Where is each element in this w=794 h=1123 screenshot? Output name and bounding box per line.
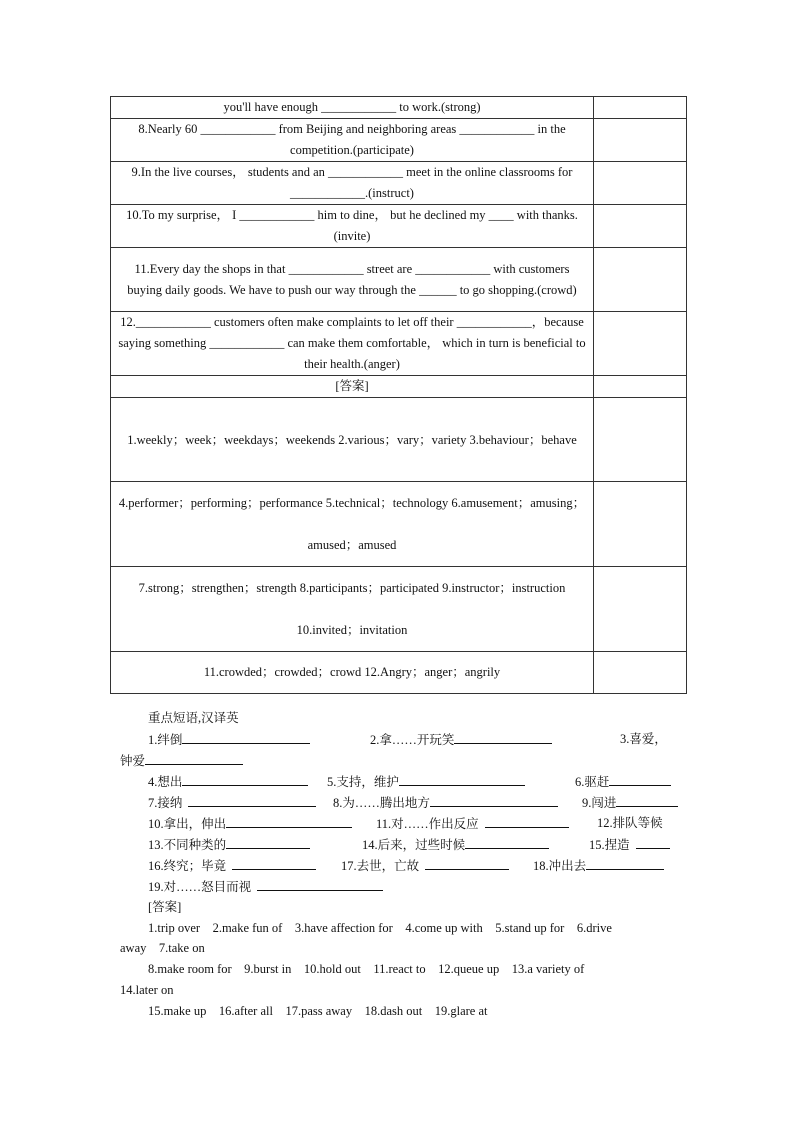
blank-cell	[594, 398, 687, 482]
table-row	[111, 205, 687, 248]
answer-cell: 7.strong；strengthen；strength 8.participants；participated 9.instructor；instruction 10.invited；invitation	[111, 567, 594, 652]
question-cell: 11.Every day the shops in that ____________ street are ____________ with customers buying daily goods. We have to push our way through the ______ to go shopping.(crowd)	[111, 248, 594, 312]
table-row	[111, 312, 687, 376]
phrase-item: 4.想出	[148, 771, 308, 792]
table-row	[111, 162, 687, 205]
phrase-item: 15.捏造	[589, 834, 670, 855]
section-title: 重点短语,汉译英	[148, 711, 239, 725]
question-cell: 9.In the live courses， students and an ____________ meet in the online classrooms for ____________.(instruct)	[111, 162, 594, 205]
phrase-item: 16.终究；毕竟	[148, 855, 316, 876]
answer-blank	[232, 855, 316, 870]
phrase-item: 1.绊倒	[148, 729, 310, 750]
question-cell: you'll have enough ____________ to work.(strong)	[111, 97, 594, 119]
answer-blank	[425, 855, 509, 870]
question-cell: 10.To my surprise， I ____________ him to dine， but he declined my ____ with thanks.(invite)	[111, 205, 594, 248]
answer-blank	[226, 813, 352, 828]
blank-cell	[594, 652, 687, 694]
phrase-item: 7.接纳	[148, 792, 316, 813]
answer-blank	[609, 771, 671, 786]
blank-cell	[594, 482, 687, 567]
phrase-item: 14.后来，过些时候	[362, 834, 549, 855]
answer-line: 1.trip over 2.make fun of 3.have affection for 4.come up with 5.stand up for 6.drive	[148, 921, 612, 935]
answer-cell: 4.performer；performing；performance 5.technical；technology 6.amusement；amusing；amused；amused	[111, 482, 594, 567]
answer-cell: 1.weekly；week；weekdays；weekends 2.various；vary；variety 3.behaviour；behave	[111, 398, 594, 482]
answer-line: away 7.take on	[120, 941, 205, 955]
answer-header-cell: [答案]	[111, 376, 594, 398]
answer-blank	[182, 729, 310, 744]
table-row	[111, 376, 687, 398]
table-row	[111, 567, 687, 652]
blank-cell	[594, 312, 687, 376]
table-row	[111, 97, 687, 119]
answer-blank	[430, 792, 558, 807]
answer-line: 14.later on	[120, 983, 174, 997]
phrase-item: 10.拿出，伸出	[148, 813, 352, 834]
exercise-table	[110, 96, 687, 694]
table-row	[111, 119, 687, 162]
answer-blank	[465, 834, 549, 849]
phrase-item: 19.对……怒目而视	[148, 876, 383, 897]
answer-cell: 11.crowded；crowded；crowd 12.Angry；anger；angrily	[111, 652, 594, 694]
phrase-item: 6.驱赶	[575, 771, 671, 792]
blank-cell	[594, 248, 687, 312]
phrase-item: 11.对……作出反应	[376, 813, 569, 834]
answer-blank	[636, 834, 670, 849]
answer-header: [答案]	[148, 900, 182, 914]
phrase-item: 8.为……腾出地方	[333, 792, 558, 813]
blank-cell	[594, 119, 687, 162]
answer-blank	[399, 771, 525, 786]
answer-blank	[586, 855, 664, 870]
table-row	[111, 482, 687, 567]
question-cell: 12.____________ customers often make complaints to let off their ____________，because saying something ____________ can make them comfortable， which in turn is beneficial to their health.(anger)	[111, 312, 594, 376]
table-row	[111, 398, 687, 482]
phrase-item: 2.拿……开玩笑	[370, 729, 552, 750]
table-row	[111, 652, 687, 694]
phrase-item: 17.去世，亡故	[341, 855, 509, 876]
table-row	[111, 248, 687, 312]
phrase-item: 5.支持，维护	[327, 771, 525, 792]
phrase-item: 18.冲出去	[533, 855, 664, 876]
blank-cell	[594, 205, 687, 248]
phrase-item: 13.不同种类的	[148, 834, 310, 855]
answer-blank	[145, 750, 243, 765]
answer-blank	[182, 771, 308, 786]
phrase-item: 9.闯进	[582, 792, 678, 813]
answer-line: 8.make room for 9.burst in 10.hold out 11.react to 12.queue up 13.a variety of	[148, 962, 585, 976]
question-cell: 8.Nearly 60 ____________ from Beijing and neighboring areas ____________ in the competition.(participate)	[111, 119, 594, 162]
blank-cell	[594, 162, 687, 205]
phrase-item: 钟爱	[120, 750, 243, 771]
answer-line: 15.make up 16.after all 17.pass away 18.dash out 19.glare at	[148, 1004, 488, 1018]
answer-blank	[616, 792, 678, 807]
answer-blank	[257, 876, 383, 891]
phrase-item: 12.排队等候	[597, 816, 663, 830]
answer-blank	[454, 729, 552, 744]
answer-blank	[485, 813, 569, 828]
blank-cell	[594, 97, 687, 119]
phrase-item: 3.喜爱，	[620, 732, 667, 746]
answer-blank	[188, 792, 316, 807]
answer-blank	[226, 834, 310, 849]
blank-cell	[594, 376, 687, 398]
blank-cell	[594, 567, 687, 652]
